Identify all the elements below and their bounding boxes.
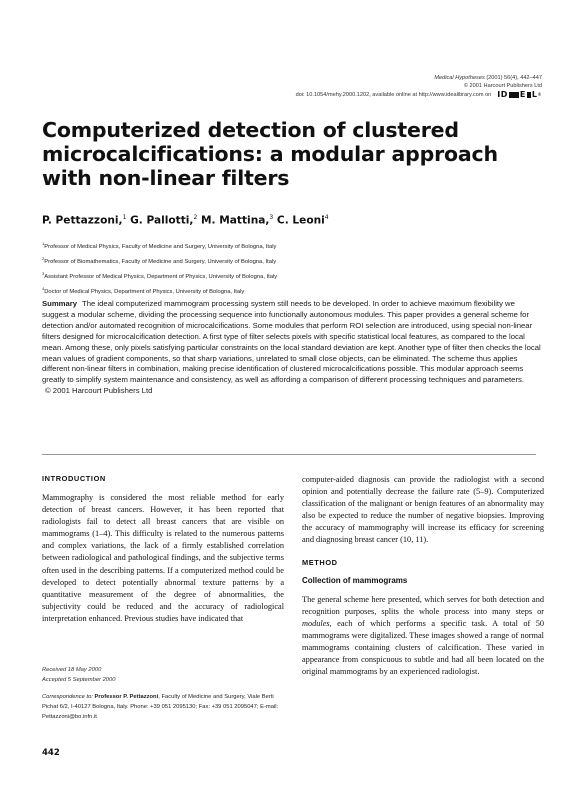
introduction-continuation: computer-aided diagnosis can provide the radiologist with a second opinion and potentially decrease the failure rate (5–9). Computerized classification of the malignant or benign features of an abnormality may also be expected to reduce the number of negative biopsies. Improving the accuracy of mammography will increase its efficacy for screening and diagnosing breast cancer (10, 11). [302,475,544,545]
corresponding-author: Professor P. Pettazzoni [94,694,159,700]
correspondence-note: Correspondence to: Professor P. Pettazzoni, Faculty of Medicine and Surgery, Viale Berti Pichat 6/2, I-40127 Bologna, Italy. Phone: +39 051 2095130; Fax: +39 051 2095047; E-mail: Pettazzoni@bo.infn.it [42,694,279,720]
journal-header [296,74,542,99]
affiliation-item: $^3$Assistant Professor of Medical Physics, Department of Physics, University of Bologna, Italy [42,271,278,281]
abstract-copyright: © 2001 Harcourt Publishers Ltd [45,386,153,396]
paper-title: Computerized detection of clustered microcalcifications: a modular approach with non-linear filters [42,118,498,190]
page-number: 442 [42,748,60,758]
affiliation-item: $^4$Doctor of Medical Physics, Department of Physics, University of Bologna, Italy [42,286,245,296]
publisher-copyright: © 2001 Harcourt Publishers Ltd [463,83,542,90]
left-column [42,474,284,625]
affiliations [42,238,277,299]
method-paragraph: The general scheme here presented, which serves for both detection and recognition purposes, splits the whole process into many steps or modules, each of which performs a specific task. A total of 50 mammograms were digitalized. These images showed a range of normal mammograms containing clusters of calcification. These varied in appearance from conspicuous to subtle and had all been located on the original mammograms by an experienced radiologist. [302,594,544,677]
ideal-logo: ID E L ® [497,89,542,99]
received-date: Received 18 May 2000 [42,667,102,673]
journal-reference [296,74,542,82]
doi-line [296,91,542,99]
accepted-date: Accepted 5 September 2000 [42,677,116,684]
abstract-label: Summary [42,299,78,308]
logo-block-icon [527,92,531,98]
introduction-paragraph: Mammography is considered the most reliable method for early detection of breast cancers. However, it has been reported that radiologists fail to detect all breast cancers that are visible on mammograms (1–4). This difficulty is related to the numerous patterns and complex variations, the lack of a firmly established correlation between radiological and pathological findings, and the subjective terms often used in the describing patterns. If a computerized method could be developed to detect potentially abnormal texture patterns by a quantitative measurement of the degree of abnormalities, the subjectivity could be reduced and the accuracy of radiological interpretation enhanced. Previous studies have indicated that [42,493,284,623]
journal-volume: (2001) 56(4), 442–447 [484,75,542,81]
method-subheading: Collection of mammograms [302,575,408,585]
author-name: M. Mattina, [197,214,270,227]
author-name: G. Pallotti, [126,214,194,227]
method-heading: METHOD [302,557,338,567]
received-dates [42,665,115,686]
abstract-text: The ideal computerized mammogram processing system still needs to be developed. In order to achieve maximum flexibility we suggest a modular scheme, dividing the processing sequence into functionally autonomous modules. This paper provides a general scheme for detection and/or automated recognition of microcalcifications. Some modules that perform ROI selection are introduced, using special non-linear filters designed for microcalcification detection. A first type of filter selects pixels with specific statistical local features, as compared to the local mean. Among these, only pixels satisfying particular constraints on the local standard deviation are kept. Another type of filter then checks the local mean values of gradient components, so that sharp variations, unrelated to small close objects, can be eliminated. The scheme thus applies different non-linear filters in combination, making precise identification of clustered microcalcifications possible. This modular approach seems greatly to simplify system maintenance and consistency, as well as affording a comparison of different processing techniques and parameters. [42,299,541,385]
author-name: P. Pettazzoni, [42,214,123,227]
affiliation-item: $^1$Professor of Medical Physics, Faculty of Medicine and Surgery, University of Bologna, Italy [42,241,277,250]
section-divider [42,454,536,455]
logo-block-icon [509,92,519,98]
affiliation-item: $^2$Professor of Biomathematics, Faculty of Medicine and Surgery, University of Bologna, Italy [42,256,277,266]
doi-text[interactable]: doi: 10.1054/mehy.2000.1202, available online at http://www.idealibrary.com on [295,91,492,98]
author-list: P. Pettazzoni,$^1$ G. Pallotti,$^2$ M. Mattina,$^3$ C. Leoni$^4$ [42,214,329,227]
introduction-heading: INTRODUCTION [42,474,106,483]
journal-name: Medical Hypotheses [434,75,485,81]
abstract [42,299,542,397]
author-name: C. Leoni [273,214,325,227]
right-column [302,474,544,678]
